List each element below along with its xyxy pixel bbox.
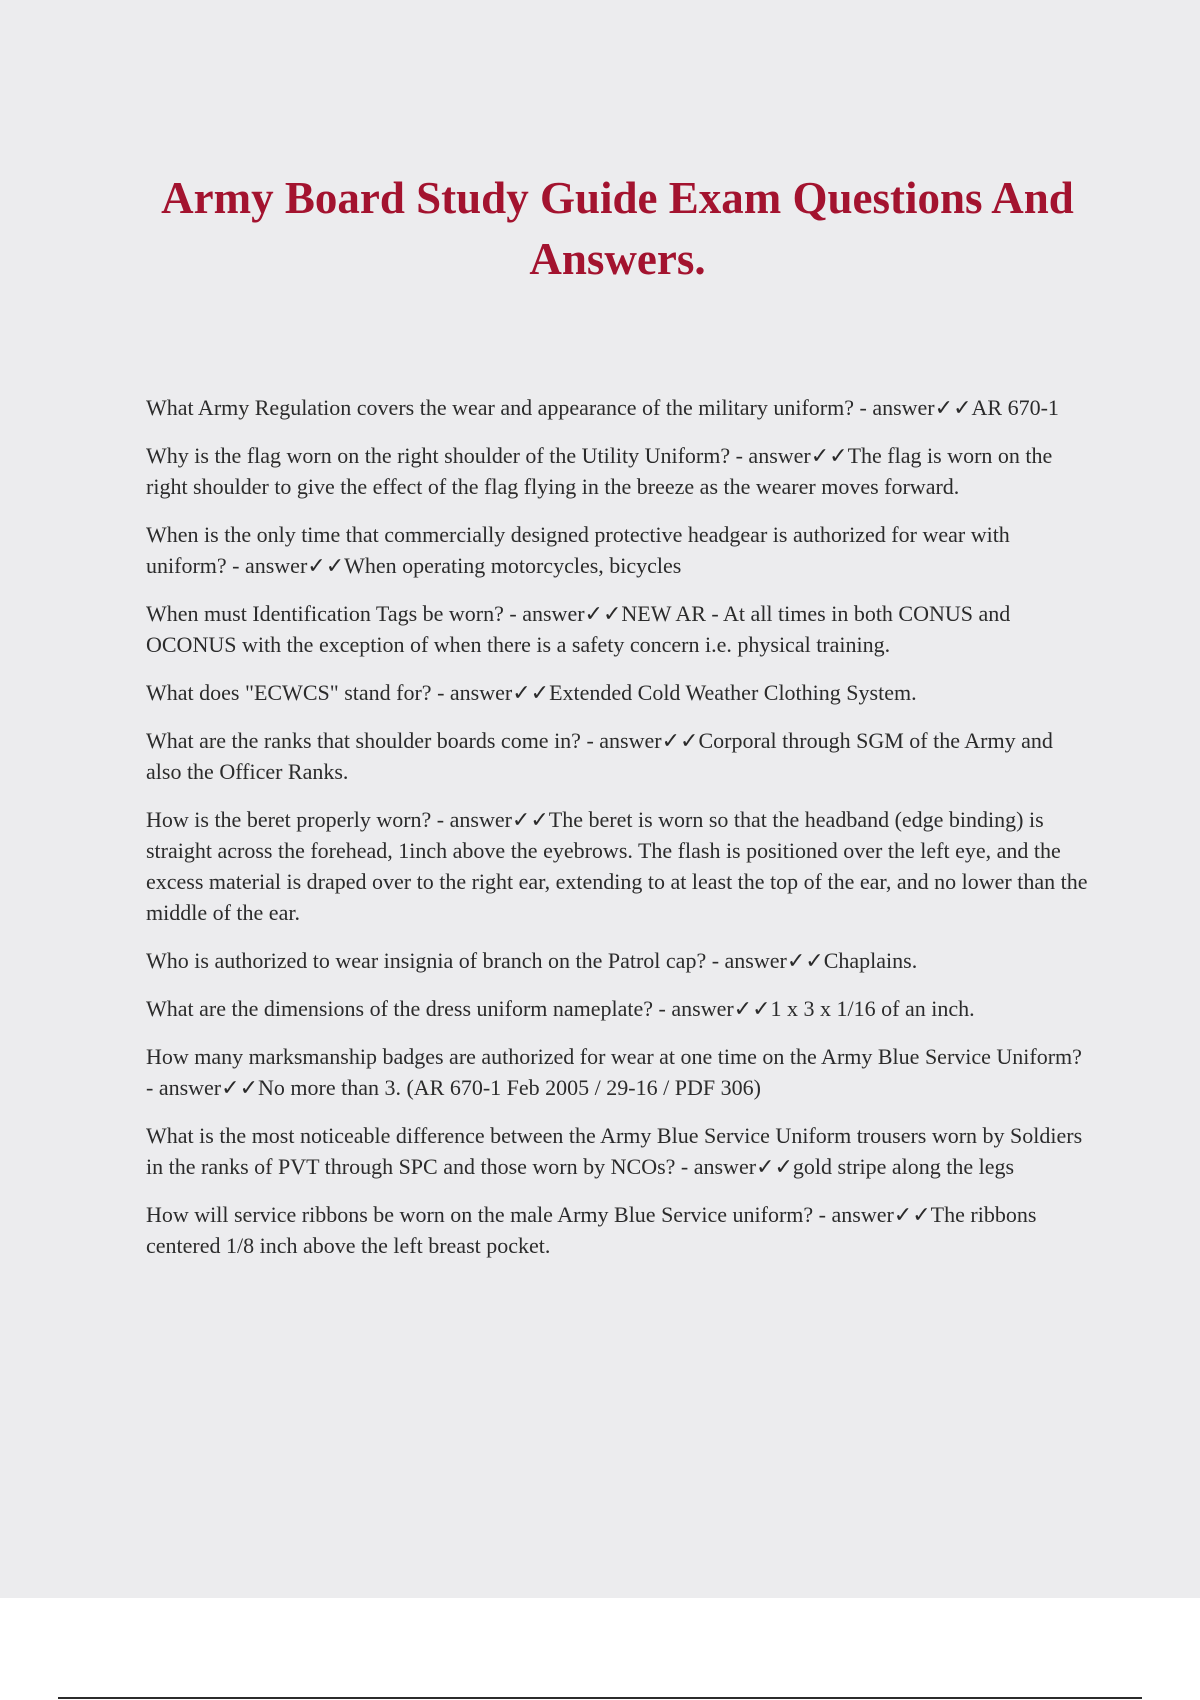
qa-item: How will service ribbons be worn on the male Army Blue Service uniform? - answer✓✓The ribbons centered 1/8 inch above the left breast pocket. xyxy=(146,1202,1037,1258)
qa-item: What are the ranks that shoulder boards come in? - answer✓✓Corporal through SGM of the Army and also the Officer Ranks. xyxy=(146,728,1053,784)
qa-item: What does "ECWCS" stand for? - answer✓✓Extended Cold Weather Clothing System. xyxy=(146,680,917,705)
footer-divider xyxy=(58,1697,1142,1699)
qa-item: What is the most noticeable difference between the Army Blue Service Uniform trousers worn by Soldiers in the ranks of PVT through SPC and those worn by NCOs? - answer✓✓gold stripe along the legs xyxy=(146,1123,1083,1179)
qa-item: How is the beret properly worn? - answer✓✓The beret is worn so that the headband (edge binding) is straight across the forehead, 1inch above the eyebrows. The flash is positioned over the left eye, and the excess material is draped over to the right ear, extending to at least the top of the ear, and no lower than the middle of the ear. xyxy=(146,807,1088,925)
document-title: Army Board Study Guide Exam Questions And Answers. xyxy=(161,173,1074,284)
qa-item: What are the dimensions of the dress uniform nameplate? - answer✓✓1 x 3 x 1/16 of an inch. xyxy=(146,996,975,1021)
qa-item: How many marksmanship badges are authorized for wear at one time on the Army Blue Service Uniform? - answer✓✓No more than 3. (AR 670-1 Feb 2005 / 29-16 / PDF 306) xyxy=(146,1044,1082,1100)
qa-item: Who is authorized to wear insignia of branch on the Patrol cap? - answer✓✓Chaplains. xyxy=(146,948,918,973)
qa-list xyxy=(146,392,1091,1278)
qa-item: When must Identification Tags be worn? - answer✓✓NEW AR - At all times in both CONUS and OCONUS with the exception of when there is a safety concern i.e. physical training. xyxy=(146,601,1011,657)
qa-item: When is the only time that commercially designed protective headgear is authorized for wear with uniform? - answer✓✓When operating motorcycles, bicycles xyxy=(146,522,1010,578)
qa-item: Why is the flag worn on the right shoulder of the Utility Uniform? - answer✓✓The flag is worn on the right shoulder to give the effect of the flag flying in the breeze as the wearer moves forward. xyxy=(146,443,1053,499)
qa-item: What Army Regulation covers the wear and appearance of the military uniform? - answer✓✓AR 670-1 xyxy=(146,395,1059,420)
